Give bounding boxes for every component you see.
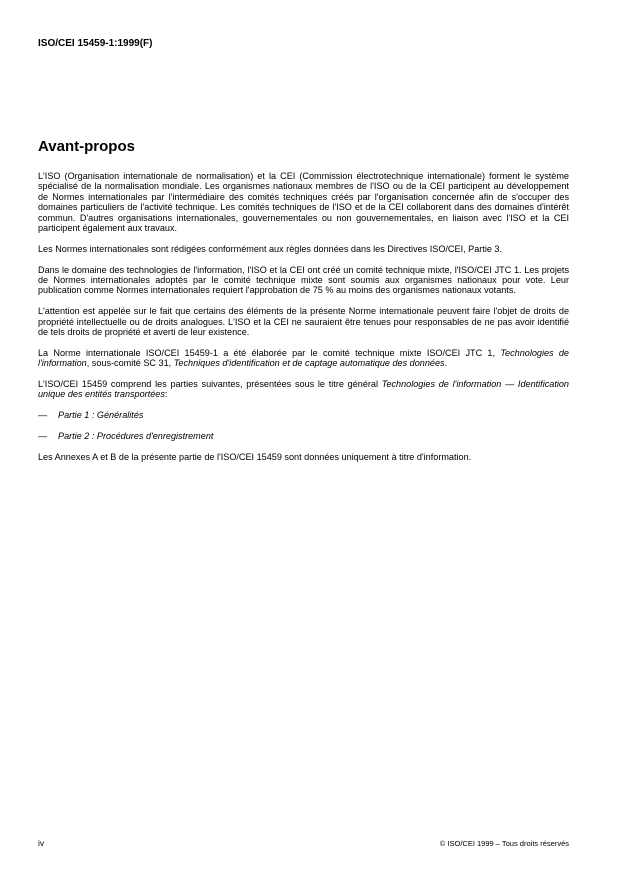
list-item [38, 431, 569, 441]
list-item-label: Partie 2 : Procédures d'enregistrement [58, 431, 214, 442]
preparation-text-1: La Norme internationale ISO/CEI 15459-1 a été élaborée par le comité technique mixte ISO/CEI JTC 1, [38, 347, 501, 358]
list-item-label: Partie 1 : Généralités [58, 410, 144, 421]
paragraph-drafting-rules: Les Normes internationales sont rédigées conformément aux règles données dans les Directives ISO/CEI, Partie 3. [38, 243, 503, 254]
dash-marker: — [38, 410, 48, 421]
copyright-notice: © ISO/CEI 1999 – Tous droits réservés [439, 839, 569, 848]
preparation-text-2: , sous-comité SC 31, [86, 358, 174, 369]
preparation-text-3: . [444, 358, 448, 369]
page-number: iv [38, 838, 45, 848]
paragraph-parts-intro [38, 379, 569, 400]
parts-intro-text: L'ISO/CEI 15459 comprend les parties suivantes, présentées sous le titre général [38, 379, 382, 390]
list-item [38, 410, 569, 420]
paragraph-preparation [38, 348, 569, 369]
section-title: Avant-propos [38, 138, 135, 155]
general-title: Technologies de l'information — Identification unique des entités transportées [38, 379, 569, 400]
subcommittee-name: Techniques d'identification et de captage automatique des données [173, 358, 445, 369]
dash-marker: — [38, 431, 48, 442]
parts-intro-colon: : [164, 389, 168, 400]
paragraph-annexes: Les Annexes A et B de la présente partie de l'ISO/CEI 15459 sont données uniquement à titre d'information. [38, 451, 472, 462]
paragraph-jtc1: Dans le domaine des technologies de l'information, l'ISO et la CEI ont créé un comité technique mixte, l'ISO/CEI JTC 1. Les projets de Normes internationales adoptés par le comité technique mixte sont soumis aux organismes nationaux pour vote. Leur publication comme Normes internationales requiert l'approbation de 75 % au moins des organismes nationaux votants. [38, 264, 569, 296]
document-reference: ISO/CEI 15459-1:1999(F) [38, 38, 153, 49]
foreword-body [38, 171, 569, 473]
paragraph-patent-rights: L'attention est appelée sur le fait que certains des éléments de la présente Norme internationale peuvent faire l'objet de droits de propriété intellectuelle ou de droits analogues. L'ISO et la CEI ne sauraient être tenues pour responsables de ne pas avoir identifié de tels droits de propriété et averti de leur existence. [38, 306, 569, 338]
paragraph-organisations: L'ISO (Organisation internationale de normalisation) et la CEI (Commission électrotechnique internationale) forment le système spécialisé de la normalisation mondiale. Les organismes nationaux membres de l'ISO ou de la CEI participent au développement de Normes internationales par l'intermédiaire des comités techniques créés par l'organisation concernée afin de s'occuper des domaines particuliers de l'activité technique. Les comités techniques de l'ISO et de la CEI collaborent dans des domaines d'intérêt commun. D'autres organisations internationales, gouvernementales ou non gouvernementales, en liaison avec l'ISO et la CEI participent également aux travaux. [38, 171, 569, 234]
committee-name: Technologies de l'information [38, 347, 569, 369]
